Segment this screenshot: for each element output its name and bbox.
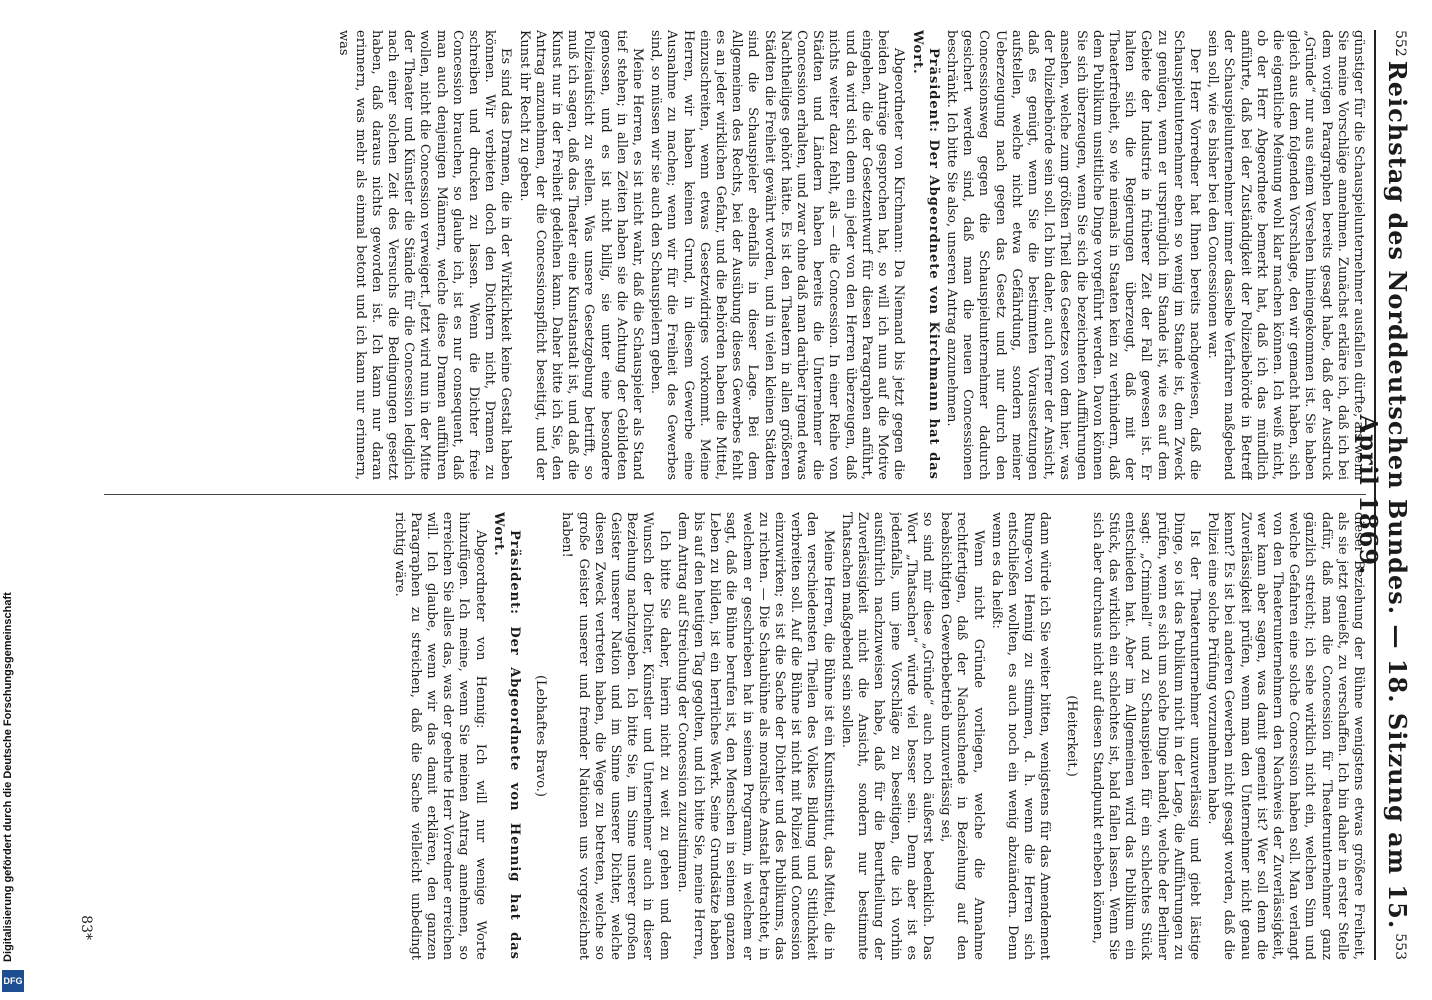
- right-column: [100, 512, 1366, 960]
- speaker-paragraph: Präsident: Der Abgeordnete von Hennig hat das Wort.: [490, 512, 523, 960]
- applause-note: (Lebhaftes Bravo.): [533, 674, 549, 798]
- paragraph: günstiger für die Schauspielunternehmer ausfallen dürfte, als wenn Sie meine Vorschläge annehmen. Zunächst erkläre ich, daß ich bei dem vorigen Paragraphen bereits gesagt habe, daß der Ausdruck „Gründe“ nur aus einem Versehen hineingekommen ist. Sie haben gleich aus dem folgenden Vorschlage, den wir gemacht haben, sich die eigentliche Meinung wohl klar machen können. Ich weiß nicht, ob der Herr Abgeordnete bemerkt hat, daß ich das mündlich anführte, daß bei der Zuständigkeit der Polizeibehörde in Betreff der Schauspielunternehmer immer dasselbe Verfahren maßgebend sein soll, wie es bisher bei den Concessionen war.: [1205, 30, 1366, 480]
- paragraph: dann würde ich Sie weiter bitten, wenigstens für das Amendement Runge-von Hennig zu stimmen, d. h. wenn die Herren sich entschließen wollten, es auch noch ein wenig abzuändern. Denn wenn es da heißt:: [988, 512, 1053, 960]
- left-column: [100, 30, 1366, 480]
- page-number-left: 552: [1392, 30, 1408, 57]
- page-header: [1354, 30, 1416, 960]
- digitization-credit-text: Digitalisierung gefördert durch die Deutsche Forschungsgemeinschaft: [2, 592, 14, 962]
- paragraph: Meine Herren, die Bühne ist ein Kunstinstitut, das Mittel, die in den verschiedensten Theilen des Volkes Bildung und Sittlichkeit verbreiten soll. Auf die Bühne ist nicht mit Polizei und Concession einzuwirken; es ist die Sache der Dichter und des Publikums, das zu richten. — Die Schaubühne als moralische Anstalt betrachtet, in welchem er geschrieben hat in seinem Programm, in welchem er sagt, daß die Bühne berufen ist, den Menschen in seinem ganzen Leben zu bilden, ist ein herrliches Werk. Seine Grundsätze haben bis auf den heutigen Tag gegolten, und ich bitte Sie, meine Herren, dem Antrag auf Streichung der Concession zuzustimmen.: [674, 512, 836, 960]
- page-number-right: 553: [1392, 933, 1408, 960]
- digitization-credit-strip: [0, 0, 26, 1000]
- applause-note: (Heiterkeit.): [1063, 695, 1079, 777]
- column-divider: [104, 494, 1366, 495]
- scanned-page: [70, 0, 1422, 1000]
- paragraph: Der Herr Vorredner hat Ihnen bereits nachgewiesen, daß die Schauspielunternehmer eben so wenig im Stande ist, dem Zweck zu genügen, wenn er ursprünglich im Stande ist, wie es auf dem Gebiete der Industrie in früherer Zeit der Fall gewesen ist. Er halten sich die Regierungen überzeugt, daß mit der Theaterfreiheit, so wie niemals in Staaten kein zu verhindern, daß dem Publikum unsittliche Dinge vorgeführt werden. Davon können Sie sich überzeugen, wenn Sie sich die bezeichneten Aufführungen ansehen, welche zum größten Theil des Gesetzes von dem hier, was der Polizeibehörde sein soll. Ich bin daher, auch ferner der Ansicht, daß es genügt, wenn Sie die bestimmten Voraussetzungen aufstellen, welche nicht etwa Gefährdung, sondern meiner Ueberzeugung nach gegen das Gesetz und nur durch den Concessionsweg gegen die Schauspielunternehmer dadurch gesichert werden sind, daß man die neuen Concessionen beschränkt. Ich bitte Sie also, unseren Antrag anzunehmen.: [943, 30, 1202, 480]
- paragraph: Ich bitte Sie daher, hierin nicht zu weit zu gehen und dem Wunsch der Dichter, Künstler und Unternehmer auch in dieser Beziehung nachzugeben. Ich bitte Sie, im Sinne unserer großen Geister unserer Nation und im Sinne unserer Dichter, welche diesen Zweck vertreten haben, die Wege zu betreten, welche so große Geister unserer und fremder Nationen uns vorgezeichnet haben!: [559, 512, 672, 960]
- paragraph: Abgeordneter von Kirchmann: Da Niemand bis jetzt gegen die beiden Anträge gesprochen hat, so will ich nun auf die Motive eingehen, die der Gesetzentwurf für diesen Paragraphen anführt, und da wird sich denn ein jeder von den Herren überzeugen, daß nichts weiter dazu fehlt, als — die Concession. In einer Reihe von Städten und Ländern haben bereits die Unternehmer die Concession erhalten, und zwar ohne daß man darüber irgend etwas Nachtheiliges gehört hätte. Es ist den Theatern in allen größeren Städten die Freiheit gewährt worden, und in vielen kleinen Städten sind die Schauspieler ebenfalls in dieser Lage. Bei dem Allgemeinen des Rechts, bei der Ausübung dieses Gewerbes fehlt es an jeder wirklichen Gefahr, und die Behörden haben die Mittel, einzuschreiten, wenn etwas Gesetzwidriges vorkommt. Meine Herren, wir haben keinen Grund, in diesem Gewerbe eine Ausnahme zu machen; wenn wir für die Freiheit des Gewerbes sind, so müssen wir sie auch den Schauspielern geben.: [648, 30, 907, 480]
- paragraph: dieser Beziehung der Bühne wenigstens etwas größere Freiheit, als sie jetzt genießt, zu verschaffen. Ich bin daher in erster Stelle dafür, daß man die Concession für Theaterunternehmer ganz gänzlich streicht; ich sehe wirklich nicht ein, welchen Sinn und welche Gefahren eine solche Concession haben soll. Man verlangt von den Theaterunternehmern den Nachweis der Zuverlässigkeit, wer kann aber sagen, was damit gemeint ist? Wer soll denn die Zuverlässigkeit prüfen, wenn man den Unternehmer nicht genau kennt? Es ist bei anderen Gewerben nicht gesagt worden, daß die Polizei eine solche Prüfung vorzunehmen habe.: [1205, 512, 1366, 960]
- dfg-logo-icon: DFG: [2, 970, 24, 992]
- paragraph: so sind mir diese „Gründe“ auch noch äußerst bedenklich. Das Wort „Thatsachen“ würde viel besser sein. Denn aber ist es jedenfalls, um jene Vorschläge zu beseitigen, die ich vorhin ausführlich nachzuweisen habe, daß für die Beurtheilung der Zuverlässigkeit nicht die Ansicht, sondern nur bestimmte Thatsachen maßgebend sein sollen.: [838, 512, 935, 960]
- page-title: Reichstag des Norddeutschen Bundes. — 18. Sitzung am 15. April 1869.: [1354, 60, 1412, 930]
- paragraph: Abgeordneter von Hennig: Ich will nur wenige Worte hinzufügen. Ich meine, wenn Sie meinen Antrag annehmen, so erreichen Sie alles das, was der geehrte Herr Vorredner erreichen will. Ich glaube, wenn wir das damit erklären, den ganzen Paragraphen zu streichen, daß die Sache vielleicht unbedingt richtig wäre.: [391, 512, 488, 960]
- paragraph: Es sind das Dramen, die in der Wirklichkeit keine Gestalt haben können. Wir verbieten doch den Dichtern nicht, Dramen zu schreiben und drucken zu lassen. Wenn die Dichter freie Concession brauchen, so glaube ich, ist es nur consequent, daß man auch denjenigen Männern, welche diese Dramen aufführen wollen, nicht die Concession verweigert. Jetzt wird nun in der Mitte der Theater und Künstler die Stände für die Concession lediglich nach einer solchen Zeit des Versuchs die Bedingungen gesetzt haben, daß daraus nichts geworden ist. Ich kann nur daran erinnern, was mehr als einmal betont und ich kann nur erinnern, was: [336, 30, 514, 480]
- paragraph: Ist der Theaterunternehmer unzuverlässig und giebt lästige Dinge, so ist das Publikum nicht in der Lage, die Aufführungen zu prüfen, wenn es sich um solche Dinge handelt, welche der Berliner sagt: „Criminell“ und zu Schauspielen für ein schlechtes Stück entschieden hat. Aber im Allgemeinen wird das Publikum ein Stück, das wirklich ein schlechtes ist, bald fallen lassen. Wenn Sie sich aber durchaus nicht auf diesen Standpunkt erheben können,: [1089, 512, 1202, 960]
- quoted-paragraph: Wenn nicht Gründe vorliegen, welche die Annahme rechtfertigen, daß der Nachsuchende in Beziehung auf den beabsichtigten Gewerbebetrieb unzuverlässig sei,: [938, 512, 986, 960]
- speaker-paragraph: Präsident: Der Abgeordnete von Kirchmann hat das Wort.: [909, 30, 941, 480]
- signature-mark: 83*: [78, 915, 94, 940]
- paragraph: Meine Herren, es ist nicht wahr, daß die Schauspieler als Stand tief stehen; in allen Zeiten haben sie die Achtung der Gebildeten genossen, und es ist nicht billig, sie unter eine besondere Polizeiaufsicht zu stellen. Was unsere Gesetzgebung betrifft, so muß ich sagen, daß das Theater eine Kunstanstalt ist, und daß die Kunst nur in der Freiheit gedeihen kann. Daher bitte ich Sie, den Antrag anzunehmen, der die Concessionspflicht beseitigt, und der Kunst ihr Recht zu geben.: [516, 30, 646, 480]
